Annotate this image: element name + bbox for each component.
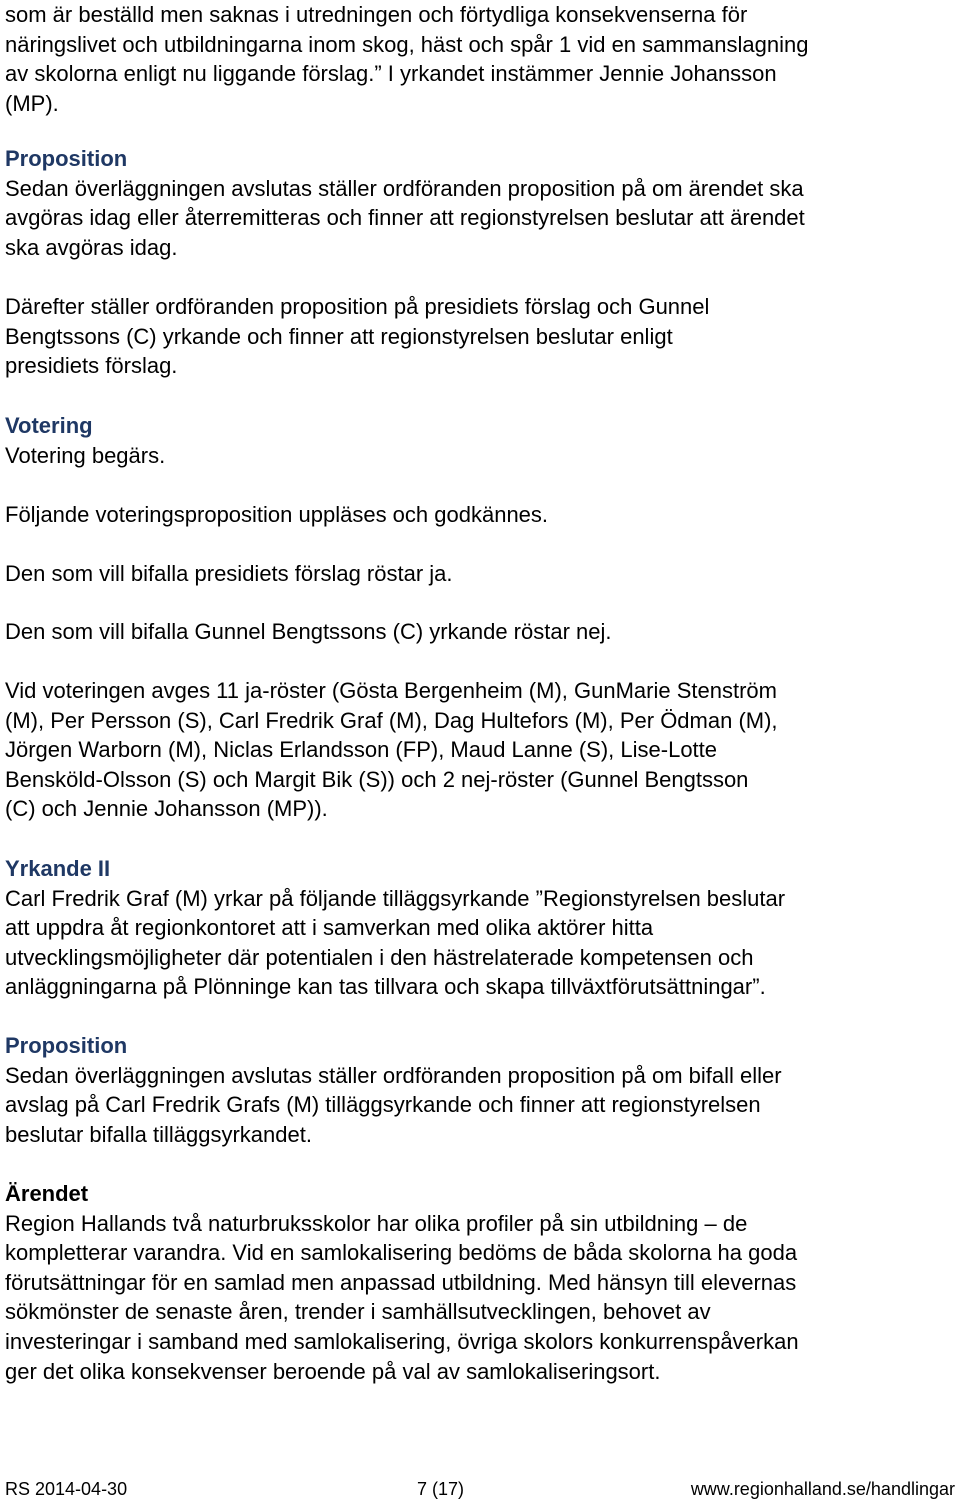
- heading-yrkande-ii: Yrkande II: [5, 856, 111, 881]
- paragraph-arendet: Region Hallands två naturbruksskolor har olika profiler på sin utbildning – de kompletterar varandra. Vid en samlokalisering bedöms de båda skolorna ha goda förutsättningar för en samlad men anpassad utbildning. Med hänsyn till elevernas sökmönster de senaste åren, trender i samhällsutvecklingen, behovet av investeringar i samband med samlokalisering, övriga skolors konkurrenspåverkan ger det olika konsekvenser beroende på val av samlokaliseringsort.: [5, 1210, 799, 1384]
- footer-page-number: 7 (17): [417, 1479, 465, 1499]
- page-footer: [5, 1476, 955, 1502]
- paragraph-intro: som är beställd men saknas i utredningen och förtydliga konsekvenserna för näringslivet och utbildningarna inom skog, häst och spår 1 vid en sammanslagning av skolorna enligt nu liggande förslag.” I yrkandet instämmer Jennie Johansson (MP).: [5, 2, 809, 116]
- footer-date: RS 2014-04-30: [5, 1479, 128, 1499]
- footer-url: www.regionhalland.se/handlingar: [690, 1479, 955, 1499]
- section-yrkande-ii: [5, 854, 785, 1002]
- paragraph-voteringsproposition: Följande voteringsproposition uppläses och godkännes.: [5, 502, 549, 527]
- paragraph-proposition-1: Sedan överläggningen avslutas ställer ordföranden proposition på om ärendet ska avgöras idag eller återremitteras och finner att regionstyrelsen beslutar att ärendet ska avgöras idag.: [5, 175, 805, 260]
- section-arendet: [5, 1179, 799, 1386]
- section-votering: [5, 411, 165, 470]
- paragraph-votering-begars: Votering begärs.: [5, 442, 166, 468]
- heading-proposition: Proposition: [5, 146, 128, 171]
- heading-arendet: Ärendet: [5, 1181, 89, 1206]
- section-proposition-2: [5, 1031, 782, 1149]
- paragraph-nej: Den som vill bifalla Gunnel Bengtssons (C) yrkande röstar nej.: [5, 619, 612, 644]
- paragraph-darefter: Därefter ställer ordföranden proposition på presidiets förslag och Gunnel Bengtssons (C) yrkande och finner att regionstyrelsen beslutar enligt presidiets förslag.: [5, 294, 710, 379]
- section-proposition-1: [5, 144, 805, 262]
- heading-votering: Votering: [5, 413, 93, 438]
- paragraph-yrkande-ii: Carl Fredrik Graf (M) yrkar på följande tilläggsyrkande ”Regionstyrelsen beslutar att uppdra åt regionkontoret att i samverkan med olika aktörer hitta utvecklingsmöjligheter där potentialen i den hästrelaterade kompetensen och anläggningarna på Plönninge kan tas tillvara och skapa tillväxtförutsättningar”.: [5, 885, 786, 1000]
- paragraph-voteringsresultat: Vid voteringen avges 11 ja-röster (Gösta Bergenheim (M), GunMarie Stenström (M), Per Persson (S), Carl Fredrik Graf (M), Dag Hultefors (M), Per Ödman (M), Jörgen Warborn (M), Niclas Erlandsson (FP), Maud Lanne (S), Lise-Lotte Bensköld-Olsson (S) och Margit Bik (S)) och 2 nej-röster (Gunnel Bengtsson (C) och Jennie Johansson (MP)).: [5, 678, 778, 822]
- heading-proposition: Proposition: [5, 1033, 128, 1058]
- paragraph-ja: Den som vill bifalla presidiets förslag röstar ja.: [5, 561, 453, 586]
- paragraph-proposition-2: Sedan överläggningen avslutas ställer ordföranden proposition på om bifall eller avslag på Carl Fredrik Grafs (M) tilläggsyrkande och finner att regionstyrelsen beslutar bifalla tilläggsyrkandet.: [5, 1062, 782, 1147]
